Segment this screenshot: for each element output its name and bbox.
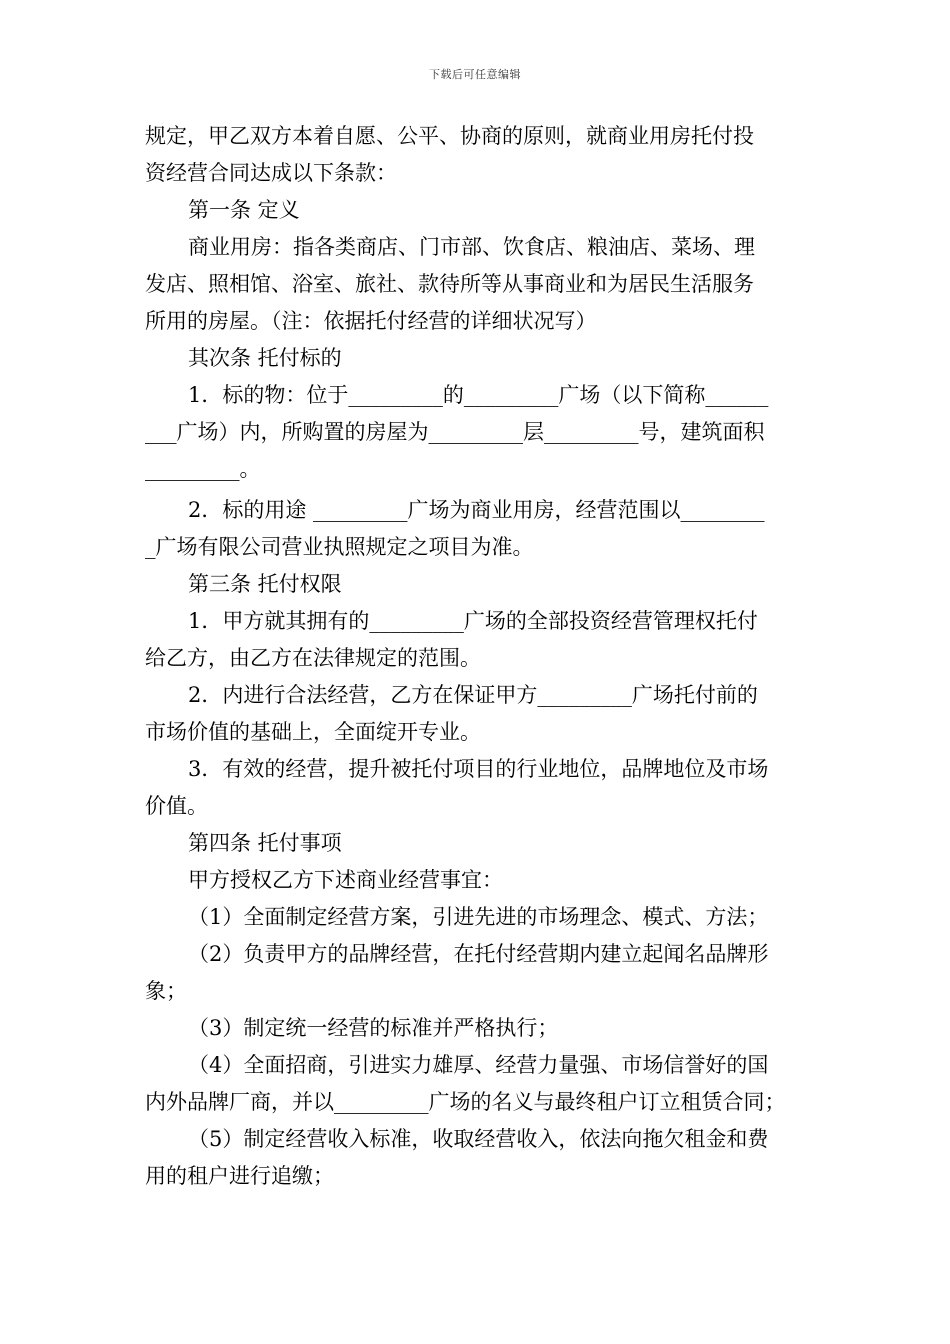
document-line: （4）全面招商，引进实力雄厚、经营力量强、市场信誉好的国: [188, 1053, 769, 1077]
document-line: 1．甲方就其拥有的_________广场的全部投资经营管理权托付: [188, 609, 758, 633]
document-line: 象；: [145, 979, 187, 1003]
document-line: 资经营合同达成以下条款：: [145, 161, 397, 185]
document-line: 价值。: [145, 794, 208, 818]
page-header-note: 下载后可任意编辑: [429, 68, 521, 81]
document-line: ___广场）内，所购置的房屋为_________层_________号，建筑面积: [145, 420, 765, 444]
document-line: （1）全面制定经营方案，引进先进的市场理念、模式、方法；: [188, 905, 769, 929]
document-line: 给乙方，由乙方在法律规定的范围。: [145, 646, 481, 670]
document-line: 3．有效的经营，提升被托付项目的行业地位，品牌地位及市场: [188, 757, 769, 781]
document-line: 1．标的物：位于_________的_________广场（以下简称______: [188, 383, 769, 407]
document-line: 市场价值的基础上，全面绽开专业。: [145, 720, 481, 744]
document-line: 内外品牌厂商，并以_________广场的名义与最终租户订立租赁合同；: [145, 1090, 786, 1114]
document-line: （2）负责甲方的品牌经营，在托付经营期内建立起闻名品牌形: [188, 942, 769, 966]
document-line: （5）制定经营收入标准，收取经营收入，依法向拖欠租金和费: [188, 1127, 769, 1151]
document-line: 规定，甲乙双方本着自愿、公平、协商的原则，就商业用房托付投: [145, 124, 754, 148]
document-line: 所用的房屋。（注：依据托付经营的详细状况写）: [145, 309, 597, 333]
document-line: 第一条 定义: [188, 198, 300, 222]
document-line: 第四条 托付事项: [188, 831, 342, 855]
document-line: _________。: [145, 457, 261, 481]
document-body: [145, 118, 810, 1195]
document-line: 2．标的用途 _________广场为商业用房，经营范围以________: [188, 498, 765, 522]
document-line: （3）制定统一经营的标准并严格执行；: [188, 1016, 559, 1040]
document-line: 用的租户进行追缴；: [145, 1164, 334, 1188]
document-line: 商业用房：指各类商店、门市部、饮食店、粮油店、菜场、理: [188, 235, 755, 259]
document-line: _广场有限公司营业执照规定之项目为准。: [145, 535, 534, 559]
document-line: 发店、照相馆、浴室、旅社、款待所等从事商业和为居民生活服务: [145, 272, 754, 296]
document-line: 2．内进行合法经营，乙方在保证甲方_________广场托付前的: [188, 683, 758, 707]
document-line: 其次条 托付标的: [188, 346, 342, 370]
document-line: 第三条 托付权限: [188, 572, 342, 596]
document-line: 甲方授权乙方下述商业经营事宜：: [188, 868, 503, 892]
